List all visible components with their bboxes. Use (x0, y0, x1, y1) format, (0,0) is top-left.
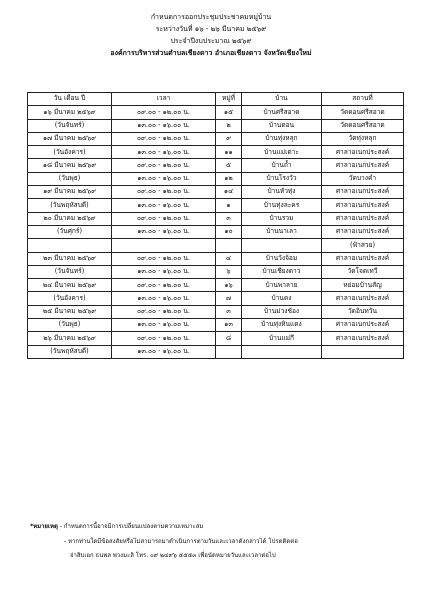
notes-label: *หมายเหตุ (30, 523, 58, 530)
header-title: กำหนดการออกประชุมประชาคมหมู่บ้าน (150, 13, 272, 21)
cell-moo: ๑๕ (216, 106, 242, 119)
cell-place: ศาลาอเนกประสงค์ (322, 159, 404, 172)
table-row (28, 132, 404, 145)
cell-place: วัดทุ่งหลุก (322, 132, 404, 145)
cell-moo: ๑๓ (216, 319, 242, 332)
column-header-time: เวลา (112, 93, 216, 106)
cell-village: บ้านแม่กึ (242, 332, 322, 345)
cell-village: บ้านม่วงช้อง (242, 305, 322, 318)
cell-date: ๒๕ มีนาคม ๒๕๖๙ (28, 305, 112, 318)
cell-village: บ้านรวม (242, 212, 322, 225)
cell-village (242, 239, 322, 252)
column-header-date: วัน เดือน ปี (28, 93, 112, 106)
header-organization: องค์การบริหารส่วนตำบลเชียงดาว อำเภอเชียงดาว จังหวัดเชียงใหม่ (110, 49, 312, 57)
cell-time: ๑๓.๐๐ - ๑๖.๐๐ น. (112, 292, 216, 305)
cell-time: ๐๙.๐๐ - ๑๒.๐๐ น. (112, 332, 216, 345)
notes (30, 522, 203, 531)
cell-time: ๐๙.๐๐ - ๑๒.๐๐ น. (112, 212, 216, 225)
cell-time: ๐๙.๐๐ - ๑๒.๐๐ น. (112, 159, 216, 172)
table-header-row (28, 93, 404, 106)
cell-moo: ๑๐ (216, 225, 242, 238)
cell-moo: ๑๔ (216, 186, 242, 199)
column-header-moo: หมู่ที่ (216, 93, 242, 106)
cell-date: (วันอังคาร) (28, 146, 112, 159)
table-row (28, 225, 404, 238)
cell-date: ๒๖ มีนาคม ๒๕๖๙ (28, 332, 112, 345)
cell-place: วัดโจดเทวี (322, 265, 404, 278)
table-row (28, 265, 404, 278)
cell-date: (วันจันทร์) (28, 265, 112, 278)
cell-date: ๑๙ มีนาคม ๒๕๖๙ (28, 186, 112, 199)
table-row (28, 172, 404, 185)
cell-date: ๒๐ มีนาคม ๒๕๖๙ (28, 212, 112, 225)
cell-date: ๑๘ มีนาคม ๒๕๖๙ (28, 159, 112, 172)
table-row (28, 199, 404, 212)
table-row (28, 186, 404, 199)
cell-date (28, 239, 112, 252)
cell-village (242, 345, 322, 358)
cell-place (322, 345, 404, 358)
cell-time: ๐๙.๐๐ - ๑๒.๐๐ น. (112, 106, 216, 119)
cell-date: ๑๖ มีนาคม ๒๕๖๙ (28, 106, 112, 119)
schedule-table (27, 92, 404, 359)
header-date-range: ระหว่างวันที่ ๑๖ - ๒๖ มีนาคม ๒๕๖๙ (155, 25, 267, 33)
cell-moo: ๙ (216, 132, 242, 145)
cell-village: บ้านทุ่งหินแดง (242, 319, 322, 332)
cell-moo: ๖ (216, 265, 242, 278)
cell-time: ๑๓.๐๐ - ๑๖.๐๐ น. (112, 265, 216, 278)
cell-village: บ้านเชียงดาว (242, 265, 322, 278)
schedule-body (28, 106, 404, 359)
table-row (28, 239, 404, 252)
cell-date: ๒๓ มีนาคม ๒๕๖๙ (28, 252, 112, 265)
cell-date: (วันอังคาร) (28, 292, 112, 305)
cell-place: ศาลาอเนกประสงค์ (322, 212, 404, 225)
cell-moo: ๑๒ (216, 172, 242, 185)
cell-place: ศาลาอเนกประสงค์ (322, 319, 404, 332)
cell-place: หย่อมบ้านสัญ (322, 279, 404, 292)
cell-place: วัดดอนศรีสอาด (322, 106, 404, 119)
cell-village: บ้านวังจ้อม (242, 252, 322, 265)
cell-village: บ้านพาลาย (242, 279, 322, 292)
cell-moo (216, 345, 242, 358)
cell-place: ศาลาอเนกประสงค์ (322, 292, 404, 305)
cell-moo (216, 239, 242, 252)
cell-village: บ้านนาเลา (242, 225, 322, 238)
notes-line-2: - หากท่านใดมีข้อสงสัยหรือไม่สามารถมาดำเนินการตามวันและเวลาดังกล่าวได้ โปรดติดต่อ (64, 538, 298, 545)
cell-date: (วันศุกร์) (28, 225, 112, 238)
header-fiscal-year: ประจำปีงบประมาณ ๒๕๖๙ (170, 37, 252, 45)
cell-time: ๐๙.๐๐ - ๑๒.๐๐ น. (112, 279, 216, 292)
cell-time: ๑๓.๐๐ - ๑๖.๐๐ น. (112, 172, 216, 185)
cell-time: ๐๙.๐๐ - ๑๒.๐๐ น. (112, 305, 216, 318)
cell-village: บ้านทุ่งละคร (242, 199, 322, 212)
cell-village: บ้านแม่เตาะ (242, 146, 322, 159)
cell-date: (วันพุธ) (28, 319, 112, 332)
cell-moo: ๗ (216, 292, 242, 305)
cell-village: บ้านหัวทุ่ง (242, 186, 322, 199)
cell-place: (ฟ้าสวย) (322, 239, 404, 252)
table-row (28, 159, 404, 172)
cell-time: ๑๓.๐๐ - ๑๖.๐๐ น. (112, 225, 216, 238)
cell-place: วัดบางคำ (322, 172, 404, 185)
cell-moo: ๒ (216, 119, 242, 132)
table-row (28, 146, 404, 159)
cell-moo: ๓ (216, 305, 242, 318)
cell-moo: ๑๑ (216, 146, 242, 159)
table-row (28, 106, 404, 119)
cell-time: ๑๓.๐๐ - ๑๖.๐๐ น. (112, 345, 216, 358)
table-row (28, 292, 404, 305)
notes-line-3: จ่าสิบเอก ธนพล พวงมะลิ โทร. ๐๙ ๒๔๙๖ ๕๕๕๓ เพื่อนัดหมายวันและเวลาต่อไป (70, 552, 276, 559)
cell-time: ๐๙.๐๐ - ๑๒.๐๐ น. (112, 186, 216, 199)
table-row (28, 119, 404, 132)
cell-village: บ้านโรงวัว (242, 172, 322, 185)
table-row (28, 252, 404, 265)
cell-time: ๐๙.๐๐ - ๑๒.๐๐ น. (112, 132, 216, 145)
cell-date: (วันพุธ) (28, 172, 112, 185)
cell-moo: ๓ (216, 212, 242, 225)
cell-date: (วันพฤหัสบดี) (28, 345, 112, 358)
column-header-village: บ้าน (242, 93, 322, 106)
cell-time: ๑๓.๐๐ - ๑๖.๐๐ น. (112, 199, 216, 212)
cell-time (112, 239, 216, 252)
cell-village: บ้านดอน (242, 119, 322, 132)
cell-place: ศาลาอเนกประสงค์ (322, 186, 404, 199)
cell-moo: ๑๖ (216, 279, 242, 292)
table-row (28, 345, 404, 358)
cell-moo: ๘ (216, 332, 242, 345)
cell-date: ๑๗ มีนาคม ๒๕๖๙ (28, 132, 112, 145)
cell-moo: ๑ (216, 199, 242, 212)
cell-moo: ๕ (216, 159, 242, 172)
cell-date: ๒๔ มีนาคม ๒๕๖๙ (28, 279, 112, 292)
table-row (28, 212, 404, 225)
cell-time: ๑๓.๐๐ - ๑๖.๐๐ น. (112, 146, 216, 159)
cell-time: ๐๙.๐๐ - ๑๒.๐๐ น. (112, 252, 216, 265)
table-row (28, 319, 404, 332)
cell-place: วัดอินทวัน (322, 305, 404, 318)
cell-time: ๑๓.๐๐ - ๑๖.๐๐ น. (112, 319, 216, 332)
table-row (28, 305, 404, 318)
cell-place: ศาลาอเนกประสงค์ (322, 225, 404, 238)
cell-place: ศาลาอเนกประสงค์ (322, 332, 404, 345)
cell-date: (วันพฤหัสบดี) (28, 199, 112, 212)
notes-line-1: - กำหนดการนี้อาจมีการเปลี่ยนแปลงตามความเหมาะสม (57, 523, 204, 530)
cell-village: บ้านดง (242, 292, 322, 305)
column-header-place: สถานที่ (322, 93, 404, 106)
cell-village: บ้านทุ่งหลุก (242, 132, 322, 145)
cell-village: บ้านศรีสอาด (242, 106, 322, 119)
cell-village: บ้านถ้ำ (242, 159, 322, 172)
cell-time: ๑๓.๐๐ - ๑๖.๐๐ น. (112, 119, 216, 132)
cell-place: ศาลาอเนกประสงค์ (322, 199, 404, 212)
cell-place: วัดดอนศรีสอาด (322, 119, 404, 132)
cell-place: ศาลาอเนกประสงค์ (322, 252, 404, 265)
cell-place: ศาลาอเนกประสงค์ (322, 146, 404, 159)
table-row (28, 332, 404, 345)
cell-moo: ๔ (216, 252, 242, 265)
table-row (28, 279, 404, 292)
cell-date: (วันจันทร์) (28, 119, 112, 132)
